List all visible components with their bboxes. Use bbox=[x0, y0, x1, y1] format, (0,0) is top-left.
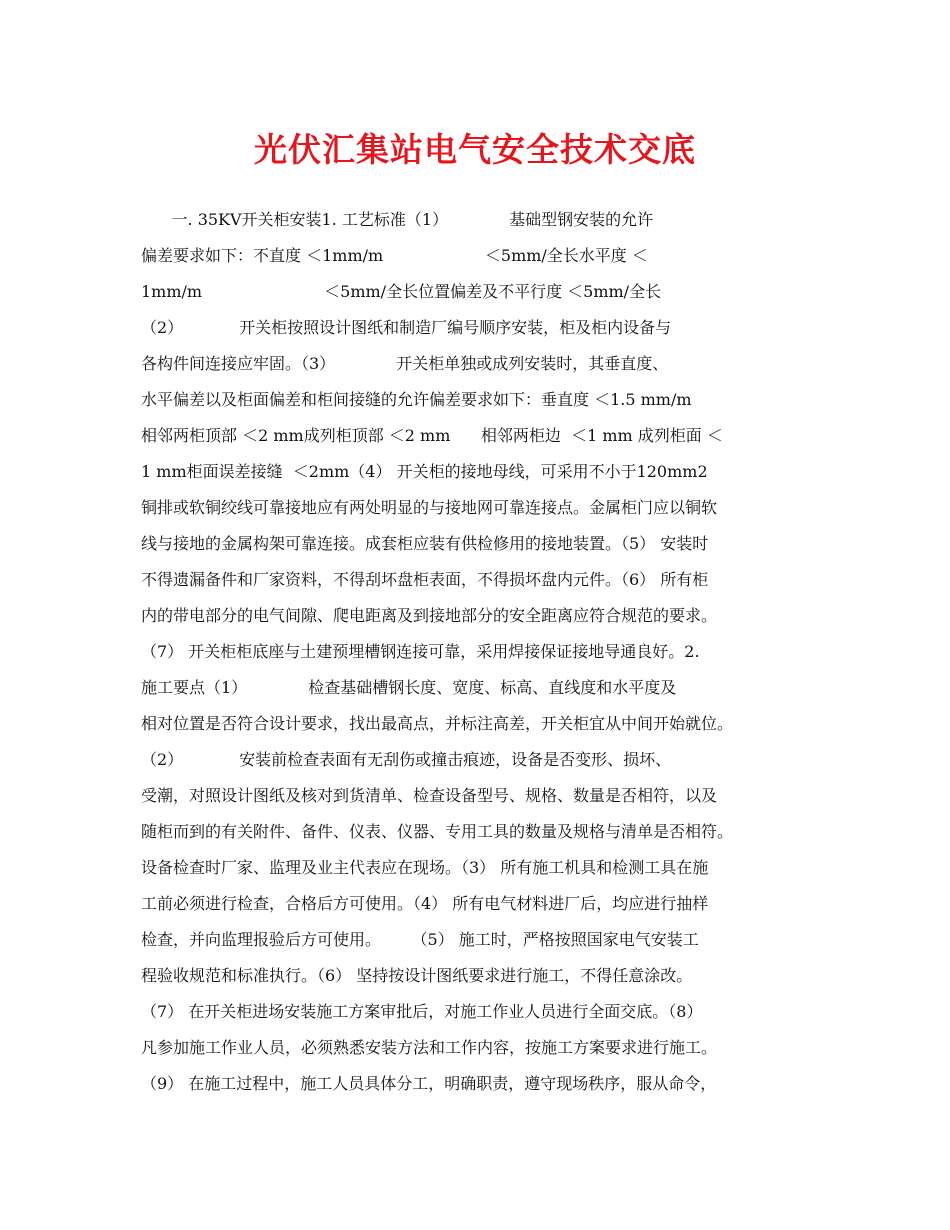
body-line: 铜排或软铜绞线可靠接地应有两处明显的与接地网可靠连接点。金属柜门应以铜软 bbox=[141, 498, 718, 517]
body-line: 1mm/m ＜5mm/全长位置偏差及不平行度 ＜5mm/全长 bbox=[141, 282, 662, 301]
body-line: 设备检查时厂家、监理及业主代表应在现场。（3） 所有施工机具和检测工具在施 bbox=[141, 858, 709, 877]
body-line: （9） 在施工过程中，施工人员具体分工，明确职责，遵守现场秩序，服从命令， bbox=[141, 1074, 717, 1093]
body-line: 各构件间连接应牢固。（3） 开关柜单独或成列安装时，其垂直度、 bbox=[141, 354, 669, 373]
body-line: 程验收规范和标准执行。（6） 坚持按设计图纸要求进行施工，不得任意涂改。 bbox=[141, 966, 693, 985]
body-line: （2） 开关柜按照设计图纸和制造厂编号顺序安装，柜及柜内设备与 bbox=[141, 318, 672, 337]
body-line: 检查，并向监理报验后方可使用。 （5） 施工时，严格按照国家电气安装工 bbox=[141, 930, 699, 949]
body-line: 一. 35KV开关柜安装1. 工艺标准（1） 基础型钢安装的允许 bbox=[141, 210, 654, 229]
document-title: 光伏汇集站电气安全技术交底 bbox=[254, 130, 696, 169]
body-line: 工前必须进行检查，合格后方可使用。（4） 所有电气材料进厂后，均应进行抽样 bbox=[141, 894, 709, 913]
body-line: （7） 在开关柜进场安装施工方案审批后，对施工作业人员进行全面交底。（8） bbox=[141, 1002, 703, 1021]
body-line: 偏差要求如下：不直度 ＜1mm/m ＜5mm/全长水平度 ＜ bbox=[141, 246, 648, 265]
body-line: 水平偏差以及柜面偏差和柜间接缝的允许偏差要求如下：垂直度 ＜1.5 mm/m bbox=[141, 390, 692, 409]
body-line: 不得遗漏备件和厂家资料，不得刮坏盘柜表面，不得损坏盘内元件。（6） 所有柜 bbox=[141, 570, 709, 589]
document-body bbox=[141, 202, 831, 1102]
body-line: 相邻两柜顶部 ＜2 mm成列柜顶部 ＜2 mm 相邻两柜边 ＜1 mm 成列柜面 ＜ bbox=[141, 426, 723, 445]
body-line: （2） 安装前检查表面有无刮伤或撞击痕迹，设备是否变形、损坏、 bbox=[141, 750, 672, 769]
body-line: 施工要点（1） 检查基础槽钢长度、宽度、标高、直线度和水平度及 bbox=[141, 678, 677, 697]
body-line: 内的带电部分的电气间隙、爬电距离及到接地部分的安全距离应符合规范的要求。 bbox=[141, 606, 718, 625]
body-line: 1 mm柜面误差接缝 ＜2mm（4） 开关柜的接地母线，可采用不小于120mm2 bbox=[141, 462, 708, 481]
body-line: （7） 开关柜柜底座与土建预埋槽钢连接可靠，采用焊接保证接地导通良好。2. bbox=[141, 642, 700, 661]
body-line: 随柜而到的有关附件、备件、仪表、仪器、专用工具的数量及规格与清单是否相符。 bbox=[141, 822, 734, 841]
body-line: 凡参加施工作业人员，必须熟悉安装方法和工作内容，按施工方案要求进行施工。 bbox=[141, 1038, 718, 1057]
body-line: 受潮，对照设计图纸及核对到货清单、检查设备型号、规格、数量是否相符，以及 bbox=[141, 786, 718, 805]
body-line: 线与接地的金属构架可靠连接。成套柜应装有供检修用的接地装置。（5） 安装时 bbox=[141, 534, 709, 553]
body-line: 相对位置是否符合设计要求，找出最高点，并标注高差，开关柜宜从中间开始就位。 bbox=[141, 714, 734, 733]
